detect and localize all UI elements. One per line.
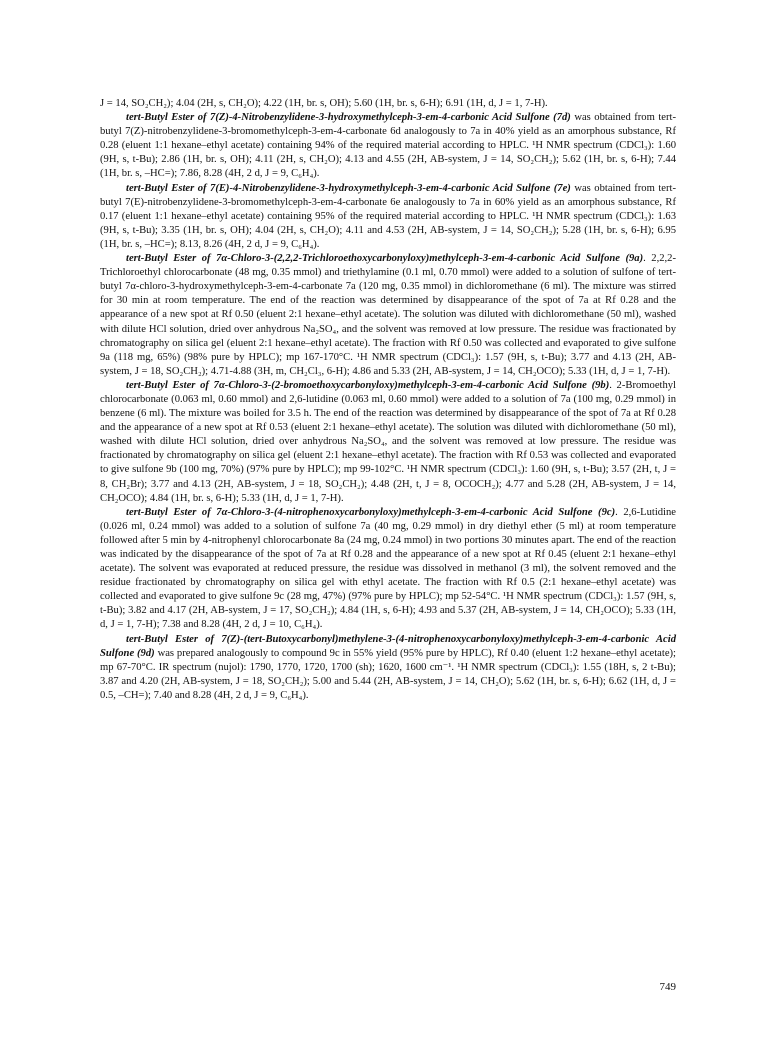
paragraph-7d bbox=[100, 111, 676, 181]
page-number: 749 bbox=[659, 981, 676, 993]
paragraph-9b bbox=[100, 379, 676, 506]
paragraph-0-text: J = 14, SO₂CH₂); 4.04 (2H, s, CH₂O); 4.22 (1H, br. s, OH); 5.60 (1H, br. s, 6-H); 6.91 (1H, d, J = 1, 7-H). bbox=[100, 98, 548, 109]
paragraph-9c-text: . 2,6-Lutidine (0.026 ml, 0.24 mmol) was added to a solution of sulfone 7a (40 mg, 0.29 mmol) in dry diethyl ether (5 ml) at room temperature followed after 5 min by 4-nitrophenyl chlorocarbonate 8a (24 mg, 0.24 mmol) in two portions 30 minutes apart. The end of the reaction was indicated by the disappearance of the spot of 7a at Rf 0.28 and the appearance of a new spot at Rf 0.45 (eluent 2:1 hexane–ethyl acetate). The solvent was evaporated at reduced pressure, the residue was dissolved in methanol (3 ml), the solvent removed and the residue fractionated by chromatography on silica gel with ethyl acetate. The fraction with Rf 0.5 (2:1 hexane–ethyl acetate) was collected and evaporated to give sulfone 9c (28 mg, 47%) (97% pure by HPLC); mp 52-54°C. ¹H NMR spectrum (CDCl₃): 1.57 (9H, s, t-Bu); 3.82 and 4.17 (2H, AB-system, J = 17, SO₂CH₂); 4.84 (1H, s, 6-H); 4.93 and 5.37 (2H, AB-system, J = 14, CH₂OCO); 5.33 (1H, d, J = 1, 7-H); 7.38 and 8.28 (4H, 2 d, J = 10, C₆H₄). bbox=[100, 506, 676, 631]
compound-heading-9b: tert-Butyl Ester of 7α-Chloro-3-(2-bromoethoxycarbonyloxy)methylceph-3-em-4-carbonic Acid Sulfone (9b) bbox=[126, 379, 610, 391]
paragraph-9d-text: was prepared analogously to compound 9c in 55% yield (95% pure by HPLC), Rf 0.40 (eluent 1:2 hexane–ethyl acetate); mp 67-70°C. IR spectrum (nujol): 1790, 1770, 1720, 1700 (sh); 1620, 1600 cm⁻¹. ¹H NMR spectrum (CDCl₃): 1.55 (18H, s, 2 t-Bu); 3.87 and 4.20 (2H, AB-system, J = 18, SO₂CH₂); 5.00 and 5.44 (2H, AB-system, J = 14, CH₂O); 5.62 (1H, br. s, 6-H); 6.62 (1H, d, J = 0.5, –CH=); 7.40 and 8.28 (4H, 2 d, J = 9, C₆H₄). bbox=[100, 647, 677, 701]
paragraph-9b-text: . 2-Bromoethyl chlorocarbonate (0.063 ml, 0.60 mmol) and 2,6-lutidine (0.063 ml, 0.60 mmol) were added to a solution of 7a (100 mg, 0.29 mmol) in benzene (6 ml). The mixture was boiled for 3.5 h. The end of the reaction was determined by disappearance of the spot of 7a at Rf 0.28 and the appearance of a new spot at Rf 0.53 (eluent 2:1 hexane–ethyl acetate). The solution was diluted with dichloromethane (50 ml), washed with dilute HCl solution, dried over anhydrous Na₂SO₄, and the solvent was removed at low pressure. The residue was fractionated by chromatography on silica gel (eluent 2:1 hexane–ethyl acetate). The fraction with Rf 0.53 was collected and evaporated to give sulfone 9b (100 mg, 70%) (97% pure by HPLC); mp 99-102°C. ¹H NMR spectrum (CDCl₃): 1.60 (9H, s, t-Bu); 3.57 (2H, t, J = 8, CH₂Br); 3.77 and 4.13 (2H, AB-system, J = 18, SO₂CH₂); 4.48 (2H, t, J = 8, OCOCH₂); 4.77 and 5.28 (2H, AB-system, J = 14, CH₂OCO); 4.84 (1H, br. s, 6-H); 5.33 (1H, d, J = 1, 7-H). bbox=[100, 379, 676, 504]
paragraph-7e-text: was obtained from tert-butyl 7(E)-nitrobenzylidene-3-bromomethylceph-3-em-4-carbonate 6e analogously to 7a in 60% yield as an amorphous substance, Rf 0.17 (eluent 1:1 hexane–ethyl acetate) containing 95% of the required material according to HPLC. ¹H NMR spectrum (CDCl₃): 1.63 (9H, s, t-Bu); 3.35 (1H, br. s, OH); 4.04 (2H, s, CH₂O); 4.11 and 4.53 (2H, AB-system, J = 14, SO₂CH₂); 5.28 (1H, br. s, 6-H); 6.95 (1H, br. s, –HC=); 8.13, 8.26 (4H, 2 d, J = 9, C₆H₄). bbox=[100, 182, 676, 250]
paragraph-0 bbox=[100, 97, 676, 111]
paragraph-9d bbox=[100, 633, 676, 703]
paragraph-7d-text: was obtained from tert-butyl 7(Z)-nitrobenzylidene-3-bromomethylceph-3-em-4-carbonate 6d analogously to 7a in 40% yield as an amorphous substance, Rf 0.28 (eluent 1:1 hexane–ethyl acetate) containing 94% of the required material according to HPLC. ¹H NMR spectrum (CDCl₃): 1.60 (9H, s, t-Bu); 2.86 (1H, br. s, OH); 4.11 (2H, s, CH₂O); 4.13 and 4.55 (2H, AB-system, J = 14, SO₂CH₂); 5.62 (1H, br. s, 6-H); 7.44 (1H, br. s, –HC=); 7.86, 8.28 (4H, 2 d, J = 9, C₆H₄). bbox=[100, 112, 676, 180]
compound-heading-7d: tert-Butyl Ester of 7(Z)-4-Nitrobenzylidene-3-hydroxymethylceph-3-em-4-carbonic Acid Sulfone (7d) bbox=[126, 112, 571, 124]
paragraph-9a-text: . 2,2,2-Trichloroethyl chlorocarbonate (48 mg, 0.35 mmol) and triethylamine (0.1 ml, 0.70 mmol) were added to a solution of sulfone of tert-butyl 7α-chloro-3-hydroxymethylceph-3-em-4-carbonate 7a (120 mg, 0.35 mmol) in dichloromethane (6 ml). The mixture was stirred for 30 min at room temperature. The end of the reaction was determined by disappearance of the spot of 7a at Rf 0.28 and the appearance of a new spot at Rf 0.50 (eluent 2:1 hexane–ethyl acetate). The solution was diluted with dichloromethane (50 ml), washed with dilute HCl solution, dried over anhydrous Na₂SO₄, and the solvent was removed at low pressure. The residue was fractionated by chromatography on silica gel (eluent 2:1 hexane–ethyl acetate). The fraction with Rf 0.50 was collected and evaporated to give sulfone 9a (118 mg, 65%) (98% pure by HPLC); mp 167-170°C. ¹H NMR spectrum (CDCl₃): 1.57 (9H, s, t-Bu); 3.77 and 4.13 (2H, AB-system, J = 18, SO₂CH₂); 4.71-4.88 (3H, m, CH₂Cl₃, 6-H); 4.86 and 5.33 (2H, AB-system, J = 14, CH₂OCO); 5.33 (1H, d, J = 1, 7-H). bbox=[100, 253, 676, 377]
paragraph-9a bbox=[100, 252, 676, 379]
paragraph-7e bbox=[100, 182, 676, 252]
compound-heading-9d: tert-Butyl Ester of 7(Z)-(tert-Butoxycarbonyl)methylene-3-(4-nitrophenoxycarbonyloxy)methylceph-3-em-4-carbonic Acid Sulfone (9d) bbox=[100, 633, 676, 659]
compound-heading-9a: tert-Butyl Ester of 7α-Chloro-3-(2,2,2-Trichloroethoxycarbonyloxy)methylceph-3-em-4-carbonic Acid Sulfone (9a) bbox=[126, 253, 644, 265]
paragraph-9c bbox=[100, 506, 676, 633]
compound-heading-7e: tert-Butyl Ester of 7(E)-4-Nitrobenzylidene-3-hydroxymethylceph-3-em-4-carbonic Acid Sulfone (7e) bbox=[126, 182, 571, 194]
compound-heading-9c: tert-Butyl Ester of 7α-Chloro-3-(4-nitrophenoxycarbonyloxy)methylceph-3-em-4-carbonic Acid Sulfone (9c) bbox=[126, 506, 616, 518]
